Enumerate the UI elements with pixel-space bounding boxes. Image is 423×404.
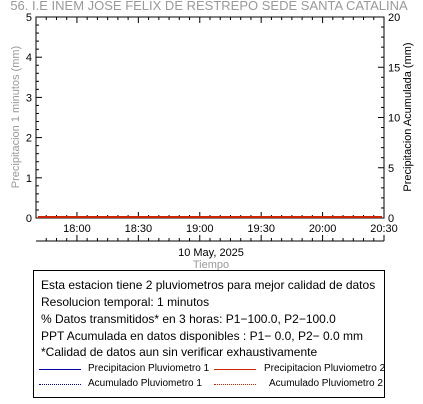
right-tick-label: 0 <box>388 213 395 225</box>
info-line-quality-note: *Calidad de datos aun sin verificar exhaustivamente <box>41 345 318 359</box>
x-tick-label: 20:00 <box>308 223 337 235</box>
x-tick-label: 19:30 <box>247 223 275 235</box>
info-line-transmitted: % Datos transmitidos* en 3 horas: P1−100.0, P2−100.0 <box>41 312 336 326</box>
right-tick-label: 10 <box>388 112 401 125</box>
y-axis-left-label: Precipitacion 1 minutos (mm) <box>10 45 22 189</box>
x-tick-label: 20:30 <box>370 223 398 235</box>
x-tick-label: 18:30 <box>124 223 153 235</box>
left-tick-label: 5 <box>25 12 32 24</box>
chart-title: 56. I.E INEM JOSE FELIX DE RESTREPO SEDE SANTA CATALINA <box>10 0 408 13</box>
x-tick-label: 19:00 <box>185 223 214 235</box>
info-line-resolution: Resolucion temporal: 1 minutos <box>41 295 210 309</box>
y-axis-right-label: Precipitacion Acumulada (mm) <box>402 42 414 192</box>
legend-label-acum-p1: Acumulado Pluviometro 1 <box>88 378 202 389</box>
info-line-stations: Esta estacion tiene 2 pluviometros para mejor calidad de datos <box>41 278 376 292</box>
left-axis-ticks <box>26 12 42 225</box>
legend-label-p2: Precipitacion Pluviometro 2 <box>264 363 386 374</box>
left-tick-label: 2 <box>25 132 32 145</box>
info-line-accumulated: PPT Acumulada en datos disponibles : P1− 0.0, P2− 0.0 mm <box>41 329 363 343</box>
date-label: 10 May, 2025 <box>178 247 244 259</box>
left-tick-label: 4 <box>25 52 32 65</box>
info-box <box>33 270 385 398</box>
x-tick-label: 18:00 <box>63 223 91 235</box>
legend-swatch-p1 <box>39 369 81 370</box>
left-tick-label: 0 <box>25 213 32 225</box>
legend-swatch-p2 <box>214 369 256 370</box>
right-tick-label: 5 <box>388 162 395 175</box>
legend-label-p1: Precipitacion Pluviometro 1 <box>88 363 210 374</box>
left-tick-label: 3 <box>25 92 32 105</box>
right-axis-ticks <box>378 12 400 225</box>
legend-swatch-acum-p1 <box>39 384 81 385</box>
x-axis-ticks <box>46 17 401 241</box>
right-tick-label: 20 <box>388 12 401 24</box>
legend-swatch-acum-p2 <box>214 384 256 385</box>
legend-label-acum-p2: Acumulado Pluviometro 2 <box>269 378 383 389</box>
x-axis-label: Tiempo <box>192 259 230 270</box>
plot-frame <box>36 17 384 218</box>
right-tick-label: 15 <box>388 62 401 75</box>
left-tick-label: 1 <box>25 172 32 185</box>
